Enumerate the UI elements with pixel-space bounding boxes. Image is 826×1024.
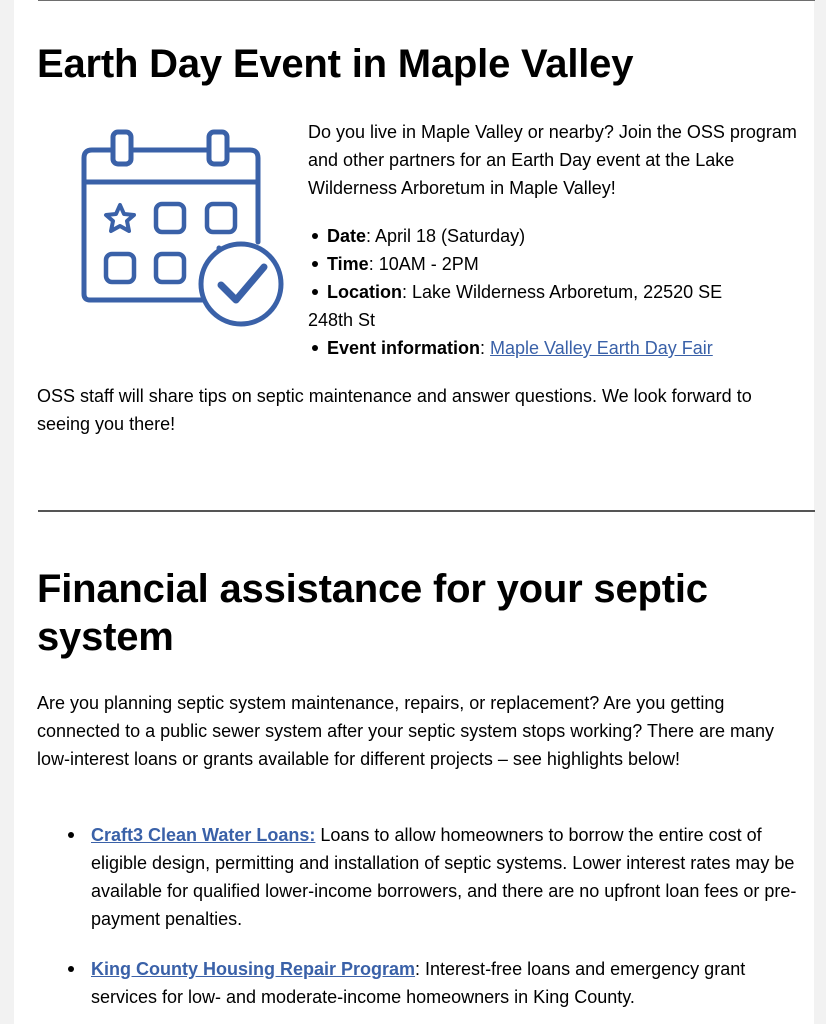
financial-intro: Are you planning septic system maintenance, repairs, or replacement? Are you getting connected to a public sewer system after your septic system stops working? There are many low-interest loans or grants available for different projects – see highlights below! [37,693,774,769]
location-value: : Lake Wilderness Arboretum, 22520 SE [402,282,723,302]
info-separator: : [480,338,491,358]
time-value: : 10AM - 2PM [368,254,479,274]
event-heading: Earth Day Event in Maple Valley [37,42,634,86]
housing-repair-description: : Interest-free loans and emergency grant services for low- and moderate-income homeowners in King County. [91,959,746,1007]
location-value-continued: 248th St [308,310,376,330]
event-date-item [308,222,798,250]
time-label: Time [327,254,369,274]
program-item-craft3 [37,821,797,933]
event-details-list [308,222,798,362]
financial-heading: Financial assistance for your septic system [37,567,708,659]
financial-programs-list [37,821,797,1024]
event-closing: OSS staff will share tips on septic maintenance and answer questions. We look forward to seeing you there! [37,386,752,434]
housing-repair-link[interactable]: King County Housing Repair Program [91,959,416,979]
location-label: Location [327,282,402,302]
section-divider [38,510,815,512]
program-item-housing-repair [37,955,797,1011]
event-info-item [308,334,798,362]
calendar-check-icon [64,124,294,344]
event-time-item [308,250,798,278]
earth-day-fair-link[interactable]: Maple Valley Earth Day Fair [490,338,713,358]
date-value: : April 18 (Saturday) [366,226,526,246]
date-label: Date [327,226,367,246]
event-intro: Do you live in Maple Valley or nearby? Join the OSS program and other partners for an Earth Day event at the Lake Wilderness Arboretum in Maple Valley! [308,122,797,198]
top-divider [38,0,815,1]
info-label: Event information [327,338,481,358]
craft3-description: Loans to allow homeowners to borrow the entire cost of eligible design, permitting and installation of septic systems. Lower interest rates may be available for qualified lower-income borrowers, and there are no upfront loan fees or pre-payment penalties. [91,825,797,929]
event-location-item [308,278,798,334]
newsletter-content [14,0,814,1024]
craft3-loans-link[interactable]: Craft3 Clean Water Loans: [91,825,316,845]
